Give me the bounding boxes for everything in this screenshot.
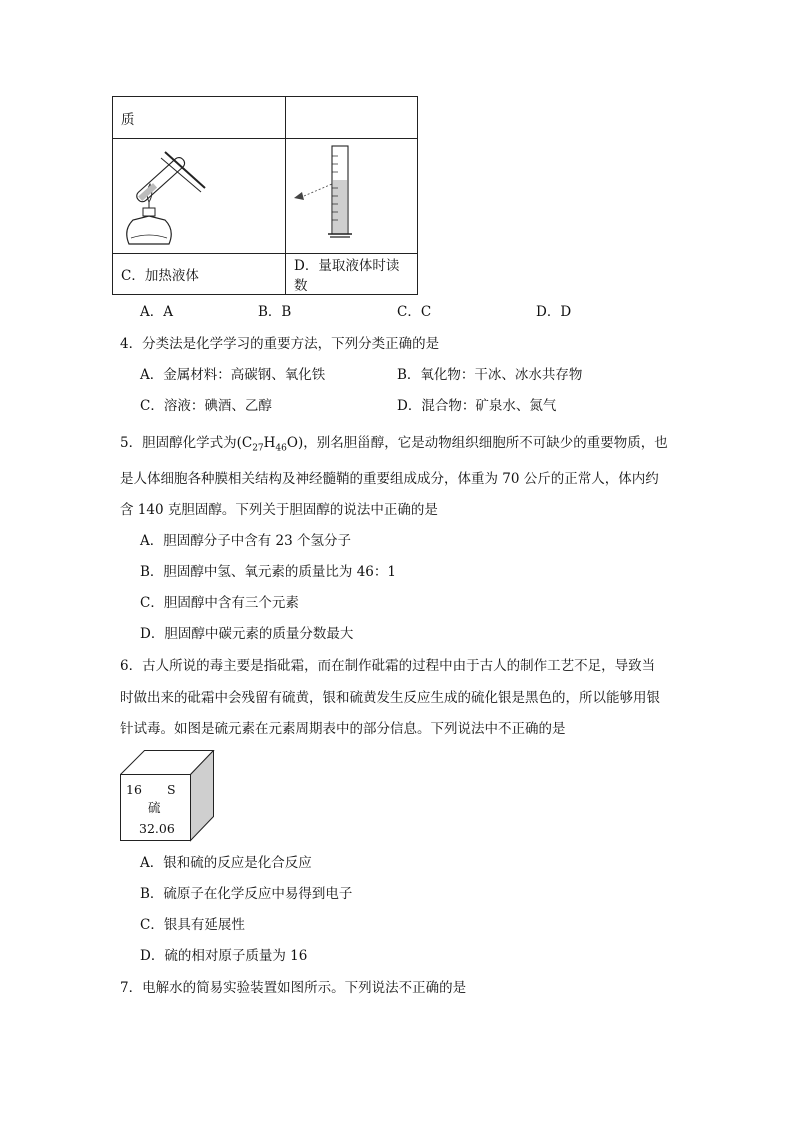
q3-options-table: [112, 96, 418, 295]
q6-option-a: A．银和硫的反应是化合反应: [140, 855, 312, 871]
q6-option-c: C．银具有延展性: [140, 917, 245, 933]
q3-figure-d-cell: [286, 139, 418, 254]
q5-stem-line2: 是人体细胞各种膜相关结构及神经髓鞘的重要组成成分，体重为 70 公斤的正常人，体内约: [120, 471, 659, 487]
q5-option-d: D．胆固醇中碳元素的质量分数最大: [140, 626, 354, 642]
q3-row1-right-cell: [286, 97, 418, 139]
q5-stem-line3: 含 140 克胆固醇。下列关于胆固醇的说法中正确的是: [120, 502, 438, 518]
q3-answer-d: D．D: [536, 304, 572, 320]
q5-option-b: B．胆固醇中氢、氧元素的质量比为 46：1: [140, 564, 396, 580]
q7-stem: 7．电解水的简易实验装置如图所示。下列说法不正确的是: [120, 980, 467, 996]
q3-option-d-cell: D．量取液体时读数: [286, 254, 418, 295]
q6-stem-line1: 6．古人所说的毒主要是指砒霜，而在制作砒霜的过程中由于古人的制作工艺不足，导致当: [120, 658, 656, 674]
q4-stem: 4．分类法是化学学习的重要方法，下列分类正确的是: [120, 336, 440, 352]
element-symbol: S: [167, 782, 176, 797]
q4-option-b: B．氧化物：干冰、冰水共存物: [397, 367, 583, 383]
q3-row1-left-cell: 质: [113, 97, 286, 139]
q3-answer-a: A．A: [140, 304, 173, 320]
q6-stem-line2: 时做出来的砒霜中会残留有硫黄，银和硫黄发生反应生成的硫化银是黑色的，所以能够用银: [120, 690, 660, 706]
q5-option-c: C．胆固醇中含有三个元素: [140, 595, 299, 611]
reading-cylinder-figure: [294, 140, 384, 248]
element-name: 硫: [148, 800, 161, 815]
heating-liquid-figure: [121, 140, 211, 248]
element-atomic-mass: 32.06: [139, 821, 175, 836]
q3-answer-b: B．B: [258, 304, 292, 320]
element-atomic-number: 16: [126, 782, 142, 797]
q4-option-a: A．金属材料：高碳钢、氧化铁: [140, 367, 326, 383]
q6-stem-line3: 针试毒。如图是硫元素在元素周期表中的部分信息。下列说法中不正确的是: [120, 721, 566, 737]
q6-option-d: D．硫的相对原子质量为 16: [140, 948, 308, 964]
q3-option-c-cell: C．加热液体: [113, 254, 286, 295]
q4-option-c: C．溶液：碘酒、乙醇: [140, 398, 272, 414]
q4-option-d: D．混合物：矿泉水、氮气: [397, 398, 557, 414]
q5-stem-line1: 5．胆固醇化学式为$(C_{27}H_{46}O)$，别名胆甾醇，它是动物组织细胞所不可缺少的重要物质，也: [120, 435, 668, 454]
q6-option-b: B．硫原子在化学反应中易得到电子: [140, 886, 353, 902]
q3-figure-c-cell: [113, 139, 286, 254]
q3-answer-c: C．C: [397, 304, 432, 320]
q5-option-a: A．胆固醇分子中含有 23 个氢分子: [140, 533, 352, 549]
